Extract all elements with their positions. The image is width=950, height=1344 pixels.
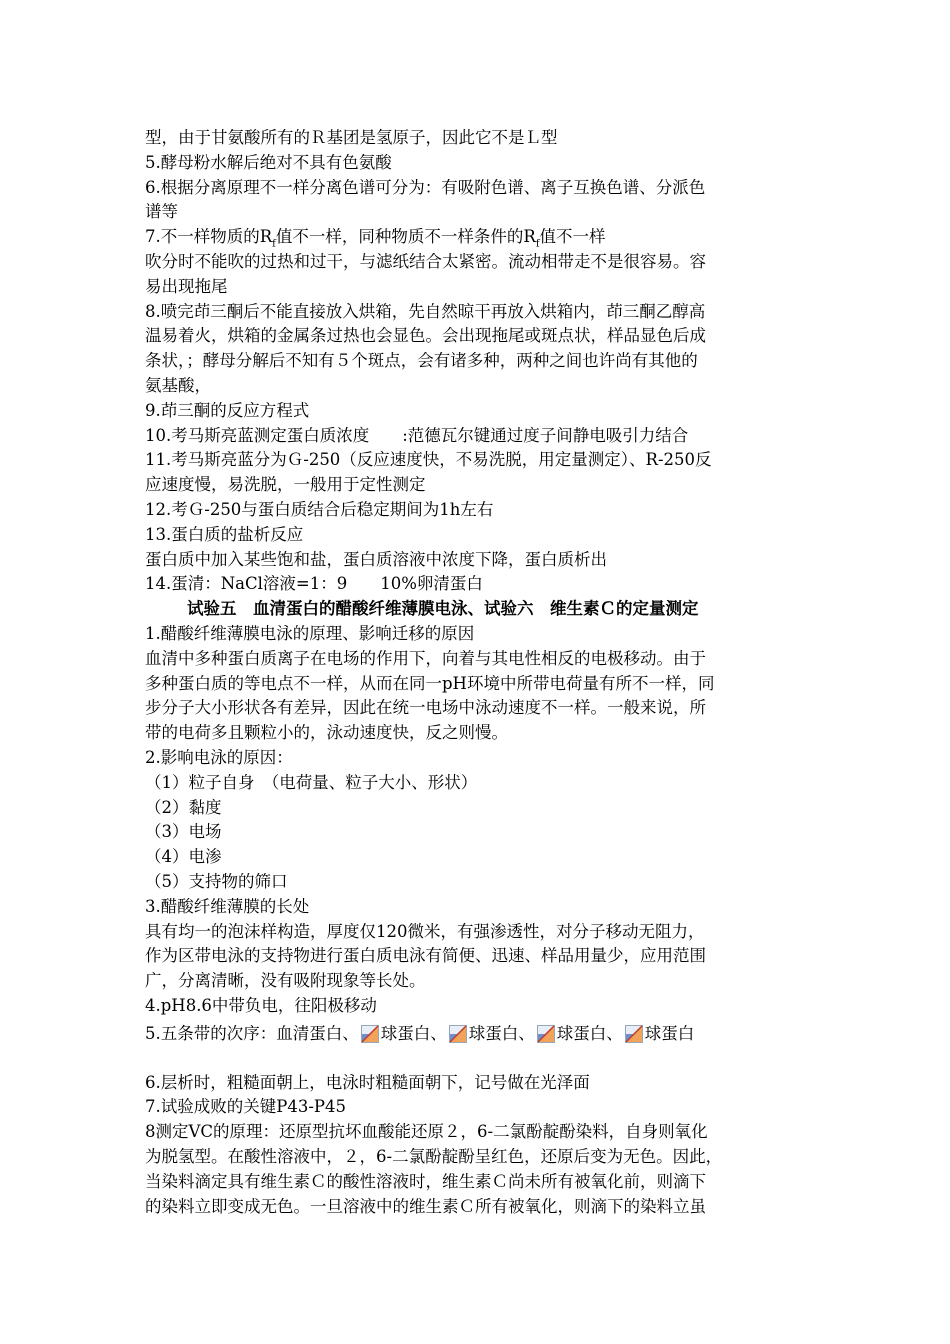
text-line: 温易着火，烘箱的金属条过热也会显色。会出现拖尾或斑点状，样品显色后成 [145,326,706,346]
text-line: 6.层析时，粗糙面朝上，电泳时粗糙面朝下，记号做在光泽面 [145,1072,590,1092]
text-line: 作为区带电泳的支持物进行蛋白质电泳有简便、迅速、样品用量少，应用范围 [145,946,706,966]
text-line: 13.蛋白质的盐析反应 [145,524,304,544]
text-line: 6.根据分离原理不一样分离色谱可分为：有吸附色谱、离子互换色谱、分派色 [145,177,706,197]
text-line: 条状，；酵母分解后不知有５个斑点，会有诸多种，两种之间也许尚有其他的 [145,351,698,371]
text-line: 10.考马斯亮蓝测定蛋白质浓度 :范德瓦尔键通过度子间静电吸引力结合 [145,425,689,445]
text-line: 12.考Ｇ-250与蛋白质结合后稳定期间为1h左右 [145,499,494,519]
text-line: 蛋白质中加入某些饱和盐，蛋白质溶液中浓度下降，蛋白质析出 [145,549,607,569]
text-line: 5.酵母粉水解后绝对不具有色氨酸 [145,152,392,172]
text-line: 为脱氢型。在酸性溶液中，２，6-二氯酚靛酚呈红色，还原后变为无色。因此， [145,1147,723,1167]
text-line: （5）支持物的筛口 [145,871,288,891]
text-line-bands [145,1019,810,1049]
text-segment: 球蛋白 [644,1023,695,1043]
broken-image-icon [625,1023,643,1041]
text-line: 9.茚三酮的反应方程式 [145,400,310,420]
text-line: 7.试验成败的关键P43-P45 [145,1097,347,1117]
section-heading: 试验五 血清蛋白的醋酸纤维薄膜电泳、试验六 维生素Ｃ的定量测定 [187,599,699,619]
text-line-rf [145,225,810,250]
text-segment: 球蛋白、 [556,1023,623,1043]
text-line: 具有均一的泡沫样构造，厚度仅120微米，有强渗透性，对分子移动无阻力， [145,921,705,941]
subscript: f [272,238,276,250]
text-line: 应速度慢，易洗脱，一般用于定性测定 [145,475,426,495]
text-line: 血清中多种蛋白质离子在电场的作用下，向着与其电性相反的电极移动。由于 [145,648,706,668]
text-line: 易出现拖尾 [145,276,228,296]
text-line: 3.醋酸纤维薄膜的长处 [145,896,310,916]
text-line: 带的电荷多且颗粒小的，泳动速度快，反之则慢。 [145,723,508,743]
text-segment: 球蛋白、 [380,1023,447,1043]
broken-image-icon [537,1023,555,1041]
document-page [145,126,810,1219]
blank-line [145,1049,810,1071]
text-line: 8.喷完茚三酮后不能直接放入烘箱，先自然晾干再放入烘箱内，茚三酮乙醇高 [145,301,706,321]
text-line: 8测定VC的原理：还原型抗坏血酸能还原２，6-二氯酚靛酚染料，自身则氧化 [145,1122,708,1142]
subscript: f [535,238,540,250]
text-line: 11.考马斯亮蓝分为Ｇ-250（反应速度快，不易洗脱，用定量测定）、R-250反 [145,450,712,470]
text-line: （2）黏度 [145,797,222,817]
text-line: 谱等 [145,202,178,222]
text-segment: 7.不一样物质的R [145,227,273,247]
text-segment: 5.五条带的次序：血清蛋白、 [145,1023,359,1043]
text-line: 多种蛋白质的等电点不一样，从而在同一pH环境中所带电荷量有所不一样，同 [145,673,715,693]
text-line: 的染料立即变成无色。一旦溶液中的维生素Ｃ所有被氧化，则滴下的染料立虽 [145,1196,706,1216]
text-line: 4.pH8.6中带负电，往阳极移动 [145,995,377,1015]
text-line: （1）粒子自身 （电荷量、粒子大小、形状） [145,772,478,792]
text-segment: 球蛋白、 [468,1023,535,1043]
text-line: 1.醋酸纤维薄膜电泳的原理、影响迁移的原因 [145,623,475,643]
text-segment: 值不一样 [539,227,606,247]
text-segment: 值不一样，同种物质不一样条件的R [275,227,536,247]
text-line: 当染料滴定具有维生素Ｃ的酸性溶液时，维生素Ｃ尚未所有被氧化前，则滴下 [145,1171,706,1191]
broken-image-icon [361,1023,379,1041]
text-line: 吹分时不能吹的过热和过干，与滤纸结合太紧密。流动相带走不是很容易。容 [145,251,706,271]
text-line: 氨基酸， [145,375,211,395]
text-line: 步分子大小形状各有差异，因此在统一电场中泳动速度不一样。一般来说，所 [145,698,706,718]
text-line: 2.影响电泳的原因： [145,747,293,767]
text-line: 型，由于甘氨酸所有的Ｒ基团是氢原子，因此它不是Ｌ型 [145,128,558,147]
text-line: 广，分离清晰，没有吸附现象等长处。 [145,971,426,991]
text-line: （4）电渗 [145,847,222,867]
text-line: （3）电场 [145,822,222,842]
broken-image-icon [449,1023,467,1041]
text-line: 14.蛋清：NaCl溶液=1：9 10%卵清蛋白 [145,574,483,594]
